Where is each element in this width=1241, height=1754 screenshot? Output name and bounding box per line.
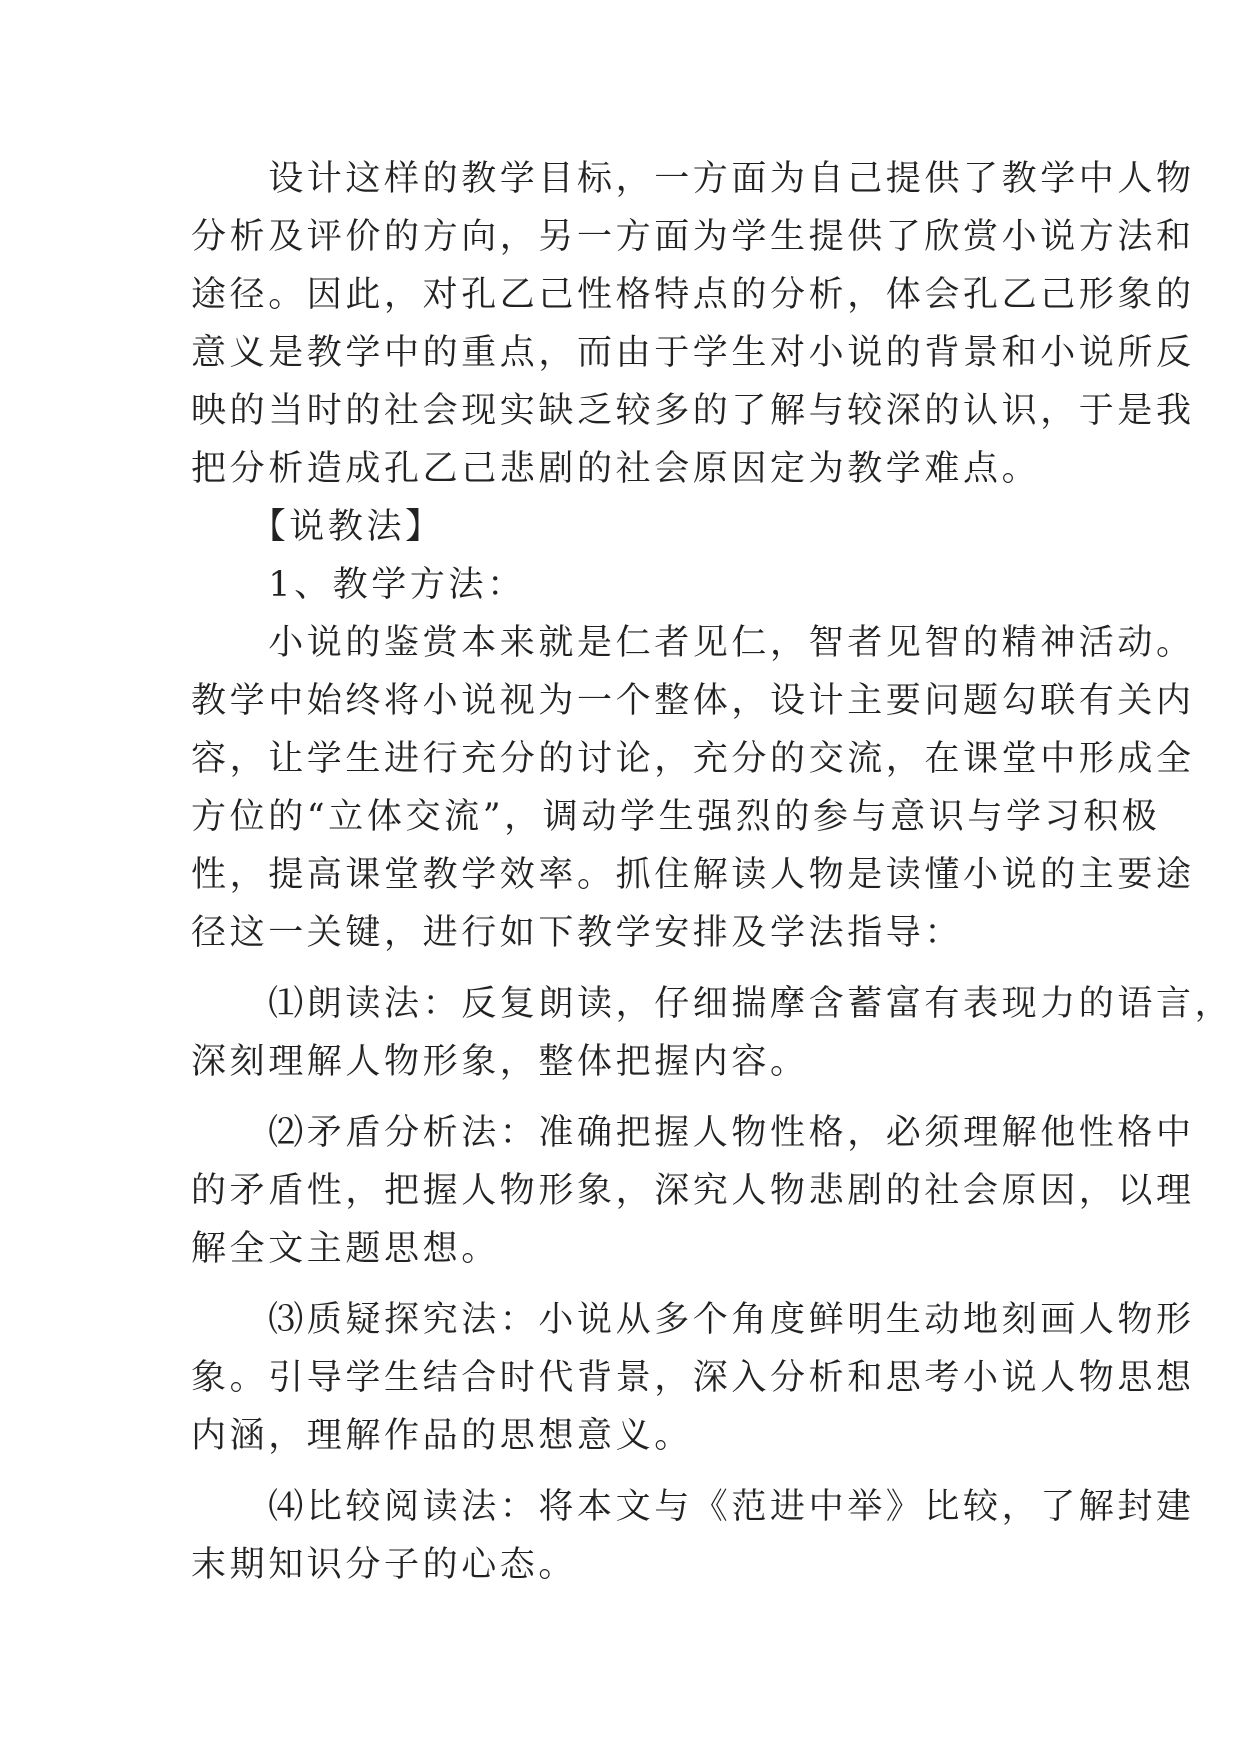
- text-line: 意义是教学中的重点，而由于学生对小说的背景和小说所反: [191, 333, 1195, 373]
- list-item-reading-method: [191, 975, 1234, 1091]
- text-line: 深刻理解人物形象，整体把握内容。: [191, 1042, 809, 1082]
- text-line: 解全文主题思想。: [191, 1229, 500, 1269]
- text-line: ⑵矛盾分析法：准确把握人物性格，必须理解他性格中: [191, 1113, 1195, 1153]
- text-line: 分析及评价的方向，另一方面为学生提供了欣赏小说方法和: [191, 217, 1195, 257]
- paragraph-spacer: [191, 1465, 1071, 1478]
- text-line: 方位的“立体交流”，调动学生强烈的参与意识与学习积极: [191, 797, 1161, 837]
- text-line: 把分析造成孔乙己悲剧的社会原因定为教学难点。: [191, 449, 1041, 489]
- text-line: ⑷比较阅读法：将本文与《范进中举》比较，了解封建: [191, 1487, 1195, 1527]
- text-line: 象。引导学生结合时代背景，深入分析和思考小说人物思想: [191, 1358, 1195, 1398]
- paragraph-spacer: [191, 962, 1071, 975]
- text-line: 末期知识分子的心态。: [191, 1545, 578, 1585]
- text-line: 映的当时的社会现实缺乏较多的了解与较深的认识，于是我: [191, 391, 1195, 431]
- section-heading-teaching-method: [191, 498, 1071, 556]
- paragraph-spacer: [191, 1278, 1071, 1291]
- text-line: 设计这样的教学目标，一方面为自己提供了教学中人物: [191, 159, 1195, 199]
- list-item-inquiry-method: [191, 1291, 1195, 1465]
- subheading-teaching-methods: [191, 556, 1071, 614]
- paragraph-spacer: [191, 1091, 1071, 1104]
- subheading: 1、教学方法：: [191, 565, 526, 605]
- paragraph-teaching-goal-rationale: [191, 150, 1195, 498]
- text-line: ⑶质疑探究法：小说从多个角度鲜明生动地刻画人物形: [191, 1300, 1195, 1340]
- text-line: 性，提高课堂教学效率。抓住解读人物是读懂小说的主要途: [191, 855, 1195, 895]
- text-line: 途径。因此，对孔乙己性格特点的分析，体会孔乙己形象的: [191, 275, 1195, 315]
- text-line: 小说的鉴赏本来就是仁者见仁，智者见智的精神活动。: [191, 623, 1195, 663]
- paragraph-novel-appreciation: [191, 614, 1195, 962]
- text-line: 内涵，理解作品的思想意义。: [191, 1416, 693, 1456]
- text-line: 径这一关键，进行如下教学安排及学法指导：: [191, 913, 964, 953]
- section-heading: 【说教法】: [191, 507, 444, 547]
- list-item-comparative-reading: [191, 1478, 1195, 1594]
- list-item-contradiction-analysis: [191, 1104, 1195, 1278]
- document-body: [191, 150, 1234, 1594]
- text-line: ⑴朗读法：反复朗读，仔细揣摩含蓄富有表现力的语言，: [191, 984, 1234, 1024]
- text-line: 教学中始终将小说视为一个整体，设计主要问题勾联有关内: [191, 681, 1195, 721]
- text-line: 的矛盾性，把握人物形象，深究人物悲剧的社会原因，以理: [191, 1171, 1195, 1211]
- text-line: 容，让学生进行充分的讨论，充分的交流，在课堂中形成全: [191, 739, 1195, 779]
